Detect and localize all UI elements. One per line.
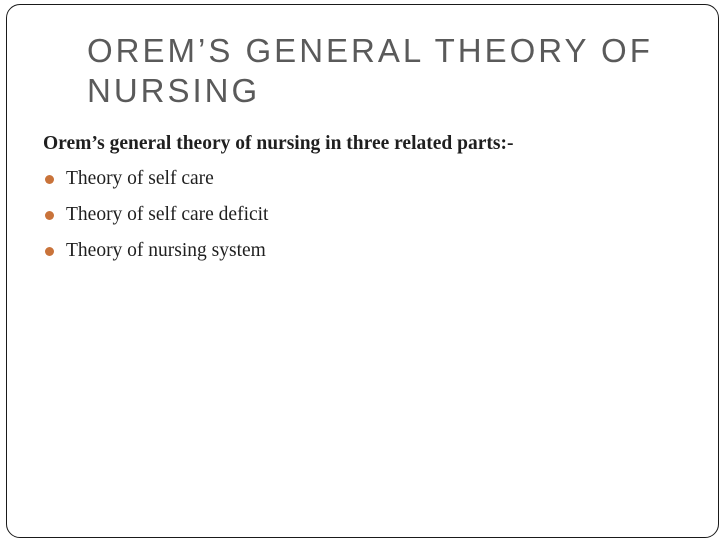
bullet-item	[43, 197, 713, 233]
slide-frame	[6, 4, 719, 538]
bullet-dot-icon	[45, 247, 54, 256]
bullet-text: Theory of nursing system	[66, 240, 266, 261]
bullet-item	[43, 233, 713, 269]
slide-title: OREM’S GENERAL THEORY OF NURSING	[87, 32, 653, 109]
bullet-dot-icon	[45, 211, 54, 220]
bullet-list	[43, 161, 713, 269]
bullet-text: Theory of self care	[66, 168, 214, 189]
slide-content	[43, 127, 713, 269]
bullet-item	[43, 161, 713, 197]
bullet-dot-icon	[45, 175, 54, 184]
bullet-text: Theory of self care deficit	[66, 204, 269, 225]
intro-text: Orem’s general theory of nursing in three related parts:-	[43, 133, 514, 154]
